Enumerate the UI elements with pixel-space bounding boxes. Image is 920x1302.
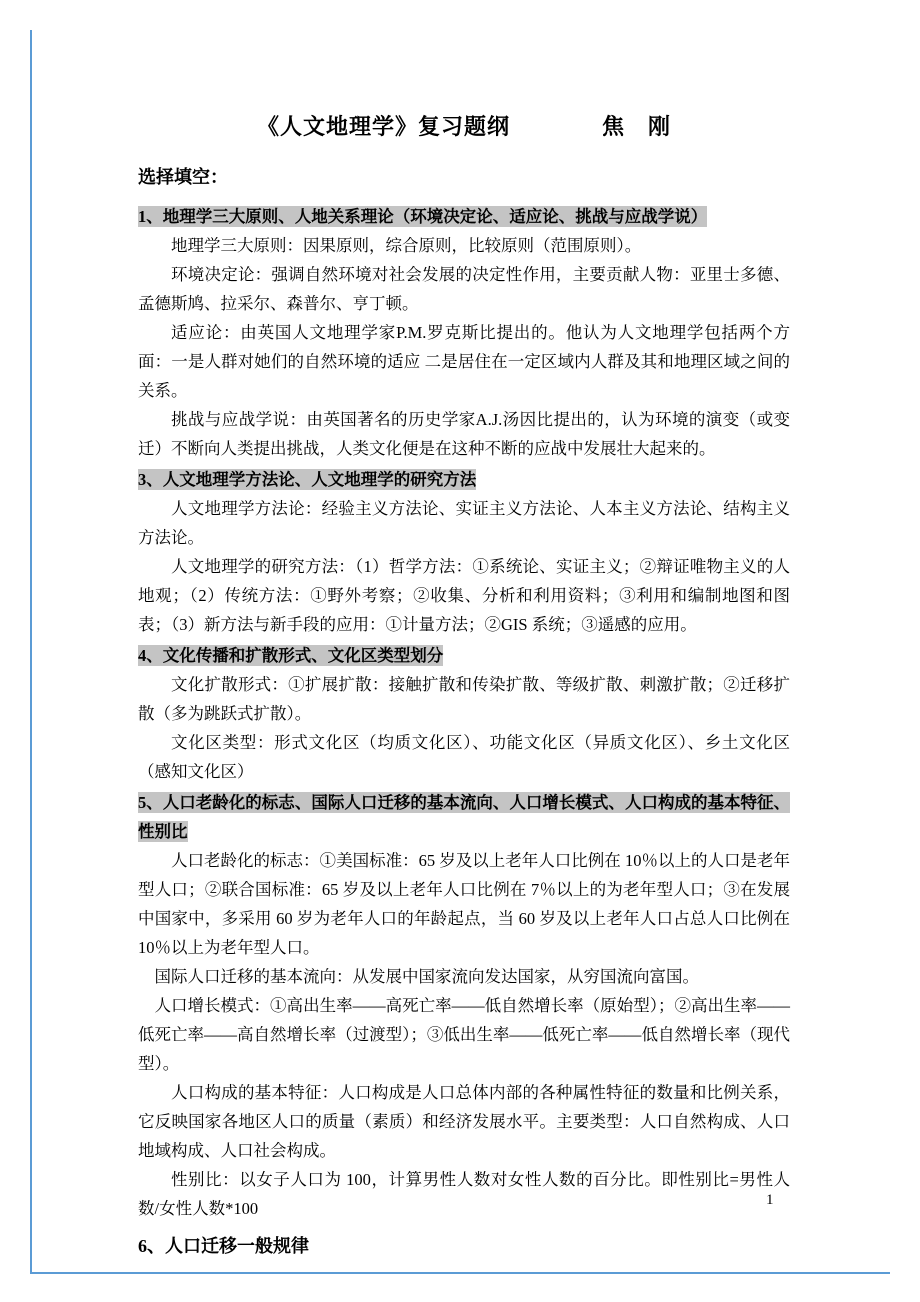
paragraph: 挑战与应战学说：由英国著名的历史学家A.J.汤因比提出的，认为环境的演变（或变迁）不断向人类提出挑战，人类文化便是在这种不断的应战中发展壮大起来的。: [138, 410, 790, 458]
paragraph: 人文地理学的研究方法：（1）哲学方法：①系统论、实证主义；②辩证唯物主义的人地观；（2）传统方法：①野外考察；②收集、分析和利用资料；③利用和编制地图和图表；（3）新方法与新手段的应用：①计量方法；②GIS 系统；③遥感的应用。: [138, 557, 790, 634]
highlighted-text: 5、人口老龄化的标志、国际人口迁移的基本流向、人口增长模式、人口构成的基本特征、性别比: [138, 793, 790, 841]
paragraph: 人口增长模式：①高出生率——高死亡率——低自然增长率（原始型）；②高出生率——低死亡率——高自然增长率（过渡型）；③低出生率——低死亡率——低自然增长率（现代型）。: [138, 996, 790, 1073]
subheading: 选择填空：: [138, 167, 228, 187]
paragraph: 文化扩散形式：①扩展扩散：接触扩散和传染扩散、等级扩散、刺激扩散；②迁移扩散（多为跳跃式扩散）。: [138, 675, 790, 723]
paragraph: 环境决定论：强调自然环境对社会发展的决定性作用，主要贡献人物：亚里士多德、孟德斯鸠、拉采尔、森普尔、亨丁顿。: [138, 265, 790, 313]
section-heading: [138, 788, 790, 846]
document-content: [138, 112, 790, 1271]
paragraph: 国际人口迁移的基本流向：从发展中国家流向发达国家，从穷国流向富国。: [154, 967, 699, 986]
section-heading: [138, 465, 790, 494]
paragraph: 人口构成的基本特征：人口构成是人口总体内部的各种属性特征的数量和比例关系，它反映国家各地区人口的质量（素质）和经济发展水平。主要类型：人口自然构成、人口地域构成、人口社会构成。: [138, 1083, 790, 1160]
paragraph: 适应论：由英国人文地理学家P.M.罗克斯比提出的。他认为人文地理学包括两个方面：一是人群对她们的自然环境的适应 二是居住在一定区域内人群及其和地理区域之间的关系。: [138, 323, 790, 400]
paragraph: 人文地理学方法论：经验主义方法论、实证主义方法论、人本主义方法论、结构主义方法论。: [138, 499, 790, 547]
paragraph: 人口老龄化的标志：①美国标准：65 岁及以上老年人口比例在 10％以上的人口是老年型人口；②联合国标准：65 岁及以上老年人口比例在 7％以上的为老年型人口；③在发展中国家中，多采用 60 岁为老年人口的年龄起点，当 60 岁及以上老年人口占总人口比例在 10％以上为老年型人口。: [138, 851, 790, 957]
paragraph: 性别比：以女子人口为 100，计算男性人数对女性人数的百分比。即性别比=男性人数/女性人数*100: [138, 1170, 790, 1218]
section-heading: [138, 641, 790, 670]
document-title: 《人文地理学》复习题纲 焦 刚: [256, 114, 671, 139]
paragraph: 文化区类型：形式文化区（均质文化区）、功能文化区（异质文化区）、乡土文化区（感知文化区）: [138, 733, 790, 781]
paragraph: 地理学三大原则：因果原则，综合原则，比较原则（范围原则）。: [171, 236, 642, 255]
page-number: 1: [766, 1192, 774, 1208]
subheading: 6、人口迁移一般规律: [138, 1236, 309, 1256]
section-heading: [138, 202, 790, 231]
highlighted-text: 4、文化传播和扩散形式、文化区类型划分: [138, 646, 444, 665]
highlighted-text: 3、人文地理学方法论、人文地理学的研究方法: [138, 470, 477, 489]
highlighted-text: 1、地理学三大原则、人地关系理论（环境决定论、适应论、挑战与应战学说）: [138, 207, 708, 226]
